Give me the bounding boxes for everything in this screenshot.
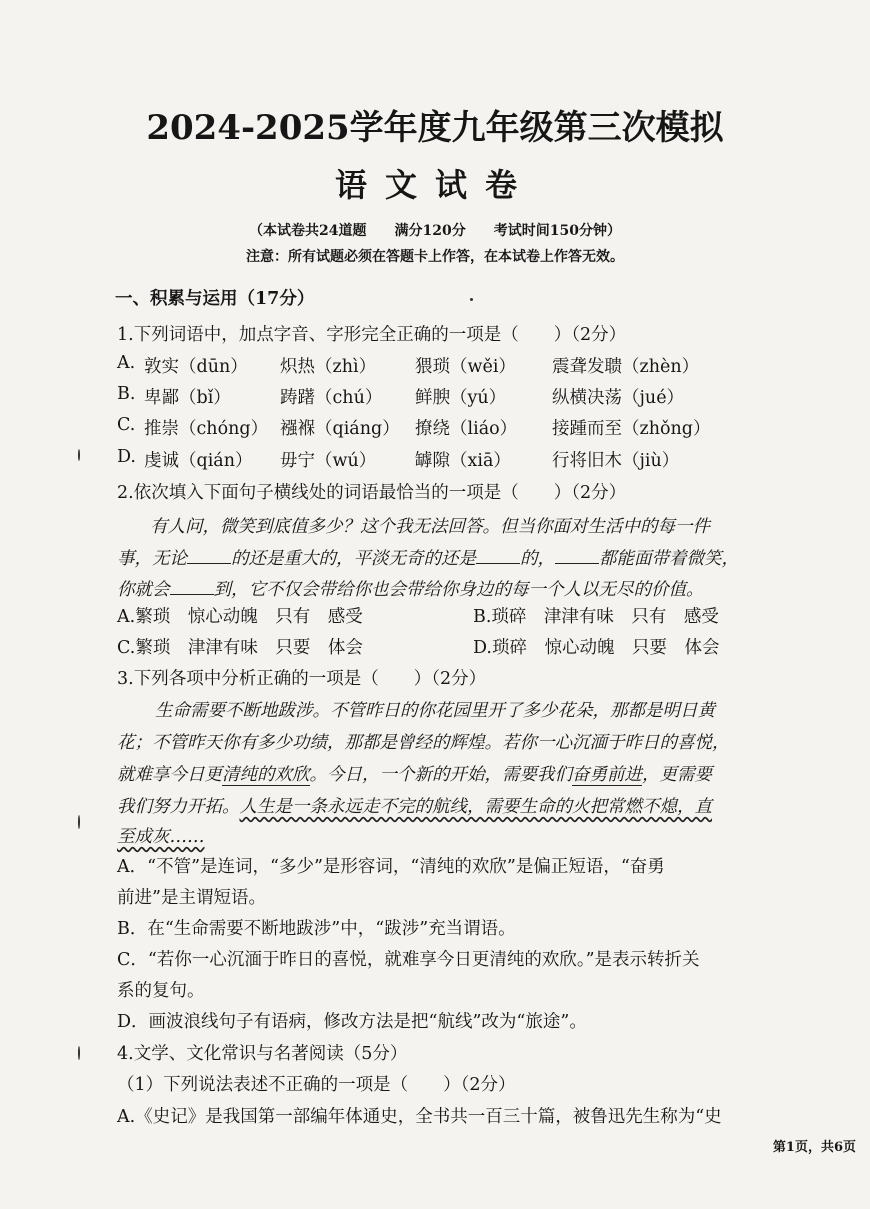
q3-option-a-line-1: A．“不管”是连词，“多少”是形容词，“清纯的欢欣”是偏正短语，“奋勇 — [117, 857, 665, 877]
q1-a-word-3: 猥琐（wěi） — [415, 357, 516, 377]
fill-blank — [170, 580, 214, 595]
q3-passage-line-1: 生命需要不断地跋涉。不管昨日的你花园里开了多少花朵，那都是明日黄 — [155, 701, 715, 721]
q2-text: 的还是重大的，平淡无奇的还是 — [231, 549, 476, 569]
scan-mark — [78, 815, 80, 829]
q1-b-word-4: 纵横决荡（jué） — [552, 388, 685, 408]
question-1-stem: 1.下列词语中，加点字音、字形完全正确的一项是（ ）（2分） — [117, 325, 627, 345]
q1-b-word-1: 卑鄙（bǐ） — [144, 388, 231, 408]
exam-info: （本试卷共24道题 满分120分 考试时间150分钟） — [249, 223, 621, 239]
q2-text: 你就会 — [117, 580, 170, 600]
q3-option-c-line-1: C．“若你一心沉湎于昨日的喜悦，就难享今日更清纯的欢欣。”是表示转折关 — [117, 950, 700, 970]
underlined-phrase: 奋勇前进 — [572, 765, 642, 785]
exam-title: 2024-2025学年度九年级第三次模拟 — [146, 108, 724, 148]
q2-passage-line-1: 有人问，微笑到底值多少？这个我无法回答。但当你面对生活中的每一件 — [150, 517, 710, 537]
q3-passage-line-4 — [117, 793, 712, 818]
exam-notice: 注意：所有试题必须在答题卡上作答，在本试卷上作答无效。 — [246, 249, 624, 265]
question-4-stem: 4.文学、文化常识与名著阅读（5分） — [117, 1044, 408, 1064]
fill-blank — [555, 549, 599, 564]
q2-option-b: B.琐碎 津津有味 只有 感受 — [473, 607, 719, 627]
q3-option-c-line-2: 系的复句。 — [117, 981, 205, 1001]
question-3-stem: 3.下列各项中分析正确的一项是（ ）（2分） — [117, 669, 487, 689]
q1-c-word-3: 撩绕（liáo） — [415, 419, 518, 439]
q1-c-word-1: 推崇（chóng） — [144, 419, 269, 439]
q1-d-word-2: 毋宁（wú） — [280, 451, 377, 471]
q1-option-a — [117, 353, 135, 373]
scan-mark — [78, 449, 80, 461]
q1-a-word-1: 敦实（dūn） — [144, 357, 248, 377]
q3-passage-line-5 — [117, 823, 205, 848]
q2-text: 事，无论 — [117, 549, 187, 569]
q1-option-d: D. — [117, 447, 136, 467]
q2-option-d: D.琐碎 惊心动魄 只要 体会 — [473, 638, 720, 658]
q1-d-word-4: 行将旧木（jiù） — [552, 451, 680, 471]
section-heading: 一、积累与运用（17分） — [115, 289, 315, 309]
wavy-underlined-sentence: 至成灰…… — [117, 827, 205, 847]
q1-d-word-3: 罅隙（xiā） — [415, 451, 511, 471]
exam-subtitle: 语文试卷 — [334, 166, 535, 204]
wavy-underlined-sentence: 人生是一条永远走不完的航线，需要生命的火把常燃不熄，直 — [239, 797, 712, 817]
q2-text: 到，它不仅会带给你也会带给你身边的每一个人以无尽的价值。 — [213, 580, 704, 600]
q3-option-a-line-2: 前进”是主谓短语。 — [117, 888, 266, 908]
q1-a-word-4: 震聋发聩（zhèn） — [552, 357, 700, 377]
q3-passage-line-2: 花；不管昨天你有多少功绩，那都是曾经的辉煌。若你一心沉湎于昨日的喜悦， — [117, 733, 730, 753]
q3-text: 。今日，一个新的开始，需要我们 — [309, 765, 572, 785]
q1-option-b: B. — [117, 384, 136, 404]
q1-d-word-1: 虔诚（qián） — [144, 451, 253, 471]
q3-option-d: D．画波浪线句子有语病，修改方法是把“航线”改为“旅途”。 — [117, 1012, 587, 1032]
q2-passage-line-2 — [117, 545, 739, 570]
question-2-stem: 2.依次填入下面句子横线处的词语最恰当的一项是（ ）（2分） — [117, 483, 627, 503]
q3-passage-line-3 — [117, 761, 712, 786]
q3-text: 我们努力开拓。 — [117, 797, 240, 817]
scan-mark — [78, 1046, 80, 1060]
question-4-option-a: A.《史记》是我国第一部编年体通史，全书共一百三十篇，被鲁迅先生称为“史 — [117, 1107, 722, 1127]
q1-c-word-2: 襁褓（qiáng） — [280, 419, 400, 439]
fill-blank — [187, 549, 231, 564]
q3-text: ，更需要 — [642, 765, 712, 785]
scan-mark — [470, 298, 473, 301]
question-4-sub1: （1）下列说法表述不正确的一项是（ ）（2分） — [117, 1075, 516, 1095]
q2-passage-line-3 — [117, 576, 704, 601]
q2-option-c: C.繁琐 津津有味 只要 体会 — [117, 638, 363, 658]
page-number: 第1页，共6页 — [772, 1140, 856, 1155]
q1-option-c: C. — [117, 415, 136, 435]
fill-blank — [476, 549, 520, 564]
q2-text: 的， — [520, 549, 555, 569]
q1-a-word-2: 炽热（zhì） — [280, 357, 377, 377]
option-label: A. — [117, 353, 136, 373]
q3-option-b: B．在“生命需要不断地跋涉”中，“跋涉”充当谓语。 — [117, 919, 516, 939]
q3-text: 就难享今日更 — [117, 765, 222, 785]
q1-b-word-3: 鲜腴（yú） — [415, 388, 507, 408]
q1-b-word-2: 踌躇（chú） — [280, 388, 383, 408]
q1-c-word-4: 接踵而至（zhǒng） — [552, 419, 711, 439]
q2-option-a: A.繁琐 惊心动魄 只有 感受 — [117, 607, 363, 627]
underlined-phrase: 清纯的欢欣 — [222, 765, 310, 785]
q2-text: 都能面带着微笑， — [599, 549, 739, 569]
